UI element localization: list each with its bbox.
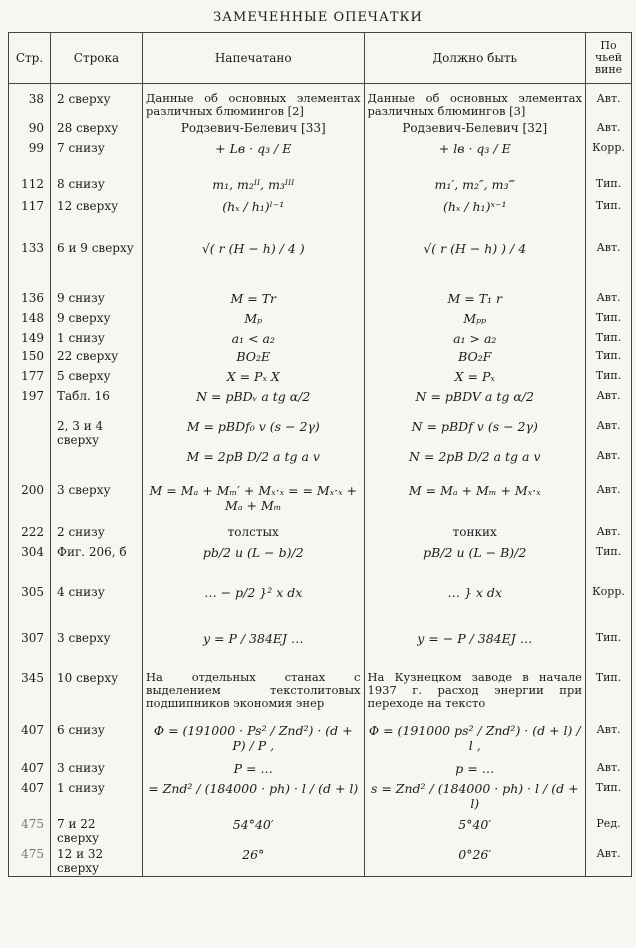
page-cell [9, 816, 51, 846]
page-cell [9, 448, 51, 482]
correct-cell [364, 760, 586, 780]
table-row [9, 348, 632, 368]
page-cell [9, 330, 51, 348]
printed-cell [143, 722, 365, 760]
errata-rows [9, 84, 632, 877]
who-cell-text: Авт. [596, 388, 621, 402]
line-cell [51, 84, 143, 120]
table-row [9, 722, 632, 760]
who-cell [586, 84, 632, 120]
page-cell-text: 407 [21, 780, 44, 795]
printed-cell [143, 120, 365, 140]
correct-cell-text: pB/2 и (L − B)/2 [423, 544, 527, 560]
printed-cell [143, 240, 365, 290]
page-cell [9, 418, 51, 448]
page-cell-text: 475 [21, 816, 44, 831]
printed-cell [143, 330, 365, 348]
line-cell [51, 816, 143, 846]
page-cell-text: 222 [21, 524, 44, 539]
page-cell-text: 200 [21, 482, 44, 497]
who-cell-text: Тип. [595, 780, 622, 794]
printed-cell-text: P = … [233, 760, 273, 776]
table-row [9, 544, 632, 584]
printed-cell-text: N = pBDᵥ a tg α/2 [196, 388, 311, 404]
page-cell-text: 148 [21, 310, 44, 325]
page-cell [9, 760, 51, 780]
line-cell [51, 780, 143, 816]
who-cell [586, 482, 632, 524]
table-row [9, 584, 632, 630]
correct-cell [364, 198, 586, 240]
printed-cell-text: На отдельных станах с выделением текстолитовых подшипников экономия энер [146, 669, 361, 710]
line-cell-text: 7 снизу [57, 140, 105, 155]
correct-cell [364, 176, 586, 198]
line-cell-text: 6 снизу [57, 722, 105, 737]
correct-cell [364, 816, 586, 846]
correct-cell-text: 5°40′ [458, 816, 492, 832]
printed-cell-text: 26° [242, 846, 265, 862]
line-cell [51, 140, 143, 176]
table-row [9, 448, 632, 482]
line-cell-text: 12 сверху [57, 198, 119, 213]
page-cell [9, 482, 51, 524]
line-cell [51, 388, 143, 418]
line-cell [51, 310, 143, 330]
correct-cell [364, 846, 586, 877]
who-cell-text: Авт. [596, 524, 621, 538]
printed-cell [143, 524, 365, 544]
line-cell [51, 176, 143, 198]
printed-cell [143, 368, 365, 388]
correct-cell-text: N = pBDV a tg α/2 [415, 388, 534, 404]
table-header-row [9, 33, 632, 84]
page-cell [9, 120, 51, 140]
correct-cell [364, 448, 586, 482]
line-cell [51, 368, 143, 388]
table-row [9, 290, 632, 310]
correct-cell-text: m₁′, m₂″, m₃‴ [434, 176, 515, 192]
line-cell [51, 330, 143, 348]
who-cell-text: Корр. [592, 140, 625, 154]
line-cell-text: Фиг. 206, б [57, 544, 127, 559]
printed-cell-text: толстых [227, 524, 279, 539]
table-row [9, 670, 632, 722]
who-cell [586, 544, 632, 584]
errata-table [8, 32, 632, 877]
printed-cell [143, 198, 365, 240]
page-cell [9, 630, 51, 670]
page-cell-text: 149 [21, 330, 44, 345]
who-cell-text: Авт. [596, 760, 621, 774]
page-cell [9, 84, 51, 120]
who-cell-text: Авт. [596, 482, 621, 496]
correct-cell-text: M = T₁ r [447, 290, 503, 306]
printed-cell [143, 482, 365, 524]
who-cell [586, 240, 632, 290]
who-cell-text: Тип. [595, 198, 622, 212]
correct-cell-text: (hₓ / h₁)ˣ⁻¹ [442, 198, 507, 214]
correct-cell [364, 348, 586, 368]
table-row [9, 140, 632, 176]
page-cell-text: 133 [21, 240, 44, 255]
table-row [9, 524, 632, 544]
page-cell-text: 136 [21, 290, 44, 305]
who-cell-text: Авт. [596, 120, 621, 134]
correct-cell-text: тонких [452, 524, 497, 539]
line-cell [51, 482, 143, 524]
page-cell [9, 722, 51, 760]
page-cell [9, 176, 51, 198]
who-cell-text: Тип. [595, 330, 622, 344]
printed-cell-text: (hₓ / h₁)ˡ⁻¹ [222, 198, 285, 214]
line-cell-text: 10 сверху [57, 670, 119, 685]
who-cell-text: Авт. [596, 418, 621, 432]
who-cell-text: Авт. [596, 290, 621, 304]
table-row [9, 482, 632, 524]
line-cell [51, 584, 143, 630]
correct-cell-text: Данные об основных элементах различных блюмингов [3] [367, 91, 582, 118]
line-cell [51, 240, 143, 290]
page-cell-text: 345 [21, 670, 44, 685]
page-cell-text: 177 [21, 368, 44, 383]
correct-cell-text: 0°26′ [458, 846, 492, 862]
printed-cell-text: = Znd² / (184000 · ph) · l / (d + l) [148, 780, 359, 796]
correct-cell [364, 84, 586, 120]
correct-cell-text: p = … [455, 760, 495, 776]
printed-cell-text: X = Pₓ X [226, 368, 280, 384]
line-cell-text: 8 снизу [57, 176, 105, 191]
correct-cell [364, 418, 586, 448]
correct-cell [364, 544, 586, 584]
printed-cell-text: M = 2pB D/2 a tg a v [186, 448, 320, 464]
page-cell [9, 846, 51, 877]
who-cell [586, 846, 632, 877]
line-cell-text: Табл. 16 [57, 388, 110, 403]
line-cell-text: 3 сверху [57, 482, 111, 497]
who-cell-text: Авт. [596, 846, 621, 860]
correct-cell [364, 368, 586, 388]
printed-cell [143, 816, 365, 846]
table-row [9, 760, 632, 780]
table-row [9, 176, 632, 198]
table-row [9, 630, 632, 670]
table-row [9, 368, 632, 388]
printed-cell-text: 54°40′ [232, 816, 274, 832]
page-cell [9, 368, 51, 388]
line-cell-text: 7 и 22 сверху [57, 816, 100, 845]
page-cell-text: 90 [28, 120, 44, 135]
correct-cell [364, 524, 586, 544]
who-cell-text: Авт. [596, 722, 621, 736]
correct-cell-text: Mₚₚ [463, 310, 487, 326]
who-cell [586, 388, 632, 418]
page-cell-text: 304 [21, 544, 44, 559]
line-cell-text: 12 и 32 сверху [57, 846, 104, 875]
correct-cell-text: Φ = (191000 ps² / Znd²) · (d + l) / l , [368, 722, 581, 753]
table-row [9, 310, 632, 330]
page-cell [9, 780, 51, 816]
who-cell [586, 290, 632, 310]
line-cell-text: 1 снизу [57, 330, 105, 345]
page-title: ЗАМЕЧЕННЫЕ ОПЕЧАТКИ [213, 10, 423, 25]
page-cell [9, 140, 51, 176]
correct-cell-text: N = 2pB D/2 a tg a v [408, 448, 541, 464]
who-cell-text: Тип. [595, 544, 622, 558]
line-cell [51, 348, 143, 368]
printed-cell [143, 84, 365, 120]
printed-cell-text: M = Tr [230, 290, 277, 306]
correct-cell-text: Родзевич-Белевич [32] [402, 120, 548, 135]
correct-cell-text: √( r (H − h) ) / 4 [423, 240, 527, 256]
correct-cell [364, 670, 586, 722]
line-cell [51, 670, 143, 722]
printed-cell [143, 418, 365, 448]
correct-cell [364, 584, 586, 630]
line-cell [51, 760, 143, 780]
who-cell [586, 584, 632, 630]
printed-cell-text: Mₚ [244, 310, 263, 326]
table-row [9, 84, 632, 120]
correct-cell [364, 330, 586, 348]
correct-cell [364, 722, 586, 760]
printed-cell [143, 388, 365, 418]
printed-cell [143, 176, 365, 198]
who-cell [586, 524, 632, 544]
who-cell [586, 368, 632, 388]
printed-cell-text: BO₂E [236, 348, 271, 364]
line-cell-text: 2, 3 и 4 сверху [57, 418, 104, 447]
printed-cell [143, 140, 365, 176]
who-cell-text: Авт. [596, 240, 621, 254]
who-cell-text: Тип. [595, 310, 622, 324]
line-cell-text: 9 сверху [57, 310, 111, 325]
correct-cell [364, 140, 586, 176]
table-row [9, 846, 632, 877]
who-cell [586, 348, 632, 368]
correct-cell-text: X = Pₓ [454, 368, 495, 384]
printed-cell [143, 584, 365, 630]
printed-cell-text: + Lв · q₃ / E [215, 140, 292, 156]
who-cell [586, 816, 632, 846]
page-cell [9, 240, 51, 290]
who-cell-text: Корр. [592, 584, 625, 598]
table-row [9, 418, 632, 448]
correct-cell-text: … } x dx [447, 584, 502, 600]
printed-cell-text: m₁, m₂ᴵᴵ, m₃ᴵᴵᴵ [212, 176, 295, 192]
page-cell-text: 407 [21, 722, 44, 737]
table-row [9, 120, 632, 140]
table-row [9, 198, 632, 240]
printed-cell-text: M = pBDf₀ v (s − 2γ) [186, 418, 320, 434]
line-cell-text: 5 сверху [57, 368, 111, 383]
who-cell [586, 418, 632, 448]
page-cell [9, 388, 51, 418]
correct-cell-text: M = Mₐ + Mₘ + Mₓ·ₓ [408, 482, 541, 498]
column-header-page: Стр. [9, 33, 51, 84]
line-cell-text: 2 снизу [57, 524, 105, 539]
correct-cell-text: s = Znd² / (184000 · ph) · l / (d + l) [370, 780, 579, 811]
page-cell [9, 670, 51, 722]
line-cell-text: 28 сверху [57, 120, 119, 135]
who-cell [586, 330, 632, 348]
line-cell [51, 448, 143, 482]
printed-cell-text: √( r (H − h) / 4 ) [201, 240, 305, 256]
correct-cell [364, 630, 586, 670]
correct-cell-text: a₁ > a₂ [453, 330, 497, 346]
who-cell-text: Тип. [595, 630, 622, 644]
line-cell [51, 722, 143, 760]
page-cell-text: 305 [21, 584, 44, 599]
printed-cell-text: pb/2 и (L − b)/2 [202, 544, 304, 560]
who-cell-text: Ред. [596, 816, 621, 830]
correct-cell-text: + lв · q₃ / E [438, 140, 511, 156]
line-cell [51, 198, 143, 240]
printed-cell-text: y = P / 384EJ … [202, 630, 304, 646]
printed-cell [143, 760, 365, 780]
who-cell-text: Тип. [595, 368, 622, 382]
line-cell [51, 418, 143, 448]
column-header-printed: Напечатано [143, 33, 365, 84]
line-cell-text: 2 сверху [57, 92, 111, 106]
correct-cell-text: N = pBDf v (s − 2γ) [411, 418, 538, 434]
printed-cell [143, 780, 365, 816]
who-cell-text: Авт. [596, 92, 621, 105]
page-cell-text: 475 [21, 846, 44, 861]
line-cell-text: 4 снизу [57, 584, 105, 599]
page-cell [9, 584, 51, 630]
who-cell [586, 120, 632, 140]
printed-cell-text: … − p/2 }² x dx [204, 584, 303, 600]
who-cell [586, 722, 632, 760]
page-cell-text: 150 [21, 348, 44, 363]
correct-cell [364, 290, 586, 310]
correct-cell-text: y = − P / 384EJ … [417, 630, 533, 646]
printed-cell [143, 448, 365, 482]
who-cell [586, 630, 632, 670]
line-cell-text: 9 снизу [57, 290, 105, 305]
printed-cell [143, 544, 365, 584]
page-cell-text: 407 [21, 760, 44, 775]
line-cell [51, 544, 143, 584]
page-cell [9, 290, 51, 310]
line-cell [51, 290, 143, 310]
page-cell [9, 198, 51, 240]
who-cell [586, 448, 632, 482]
page-cell-text: 307 [21, 630, 44, 645]
line-cell-text: 22 сверху [57, 348, 119, 363]
who-cell [586, 198, 632, 240]
line-cell-text: 6 и 9 сверху [57, 240, 134, 255]
page-cell-text: 38 [28, 92, 44, 106]
correct-cell [364, 310, 586, 330]
who-cell [586, 760, 632, 780]
page-cell [9, 524, 51, 544]
page-cell-text: 197 [21, 388, 44, 403]
table-row [9, 240, 632, 290]
correct-cell [364, 240, 586, 290]
who-cell-text: Тип. [595, 176, 622, 190]
line-cell-text: 3 снизу [57, 760, 105, 775]
page-cell [9, 544, 51, 584]
page-cell [9, 310, 51, 330]
who-cell [586, 780, 632, 816]
who-cell [586, 140, 632, 176]
table-row [9, 388, 632, 418]
line-cell [51, 630, 143, 670]
who-cell-text: Тип. [595, 670, 622, 684]
printed-cell-text: Родзевич-Белевич [33] [180, 120, 326, 135]
printed-cell-text: Φ = (191000 · Ps² / Znd²) · (d + P) / P , [153, 722, 353, 753]
printed-cell [143, 670, 365, 722]
line-cell [51, 846, 143, 877]
page-cell [9, 348, 51, 368]
printed-cell [143, 348, 365, 368]
line-cell-text: 1 снизу [57, 780, 105, 795]
printed-cell [143, 310, 365, 330]
printed-cell [143, 290, 365, 310]
printed-cell [143, 846, 365, 877]
correct-cell-text: На Кузнецком заводе в начале 1937 г. расход энергии при переходе на тексто [367, 669, 582, 710]
column-header-line: Строка [51, 33, 143, 84]
page-cell-text: 112 [21, 176, 44, 191]
printed-cell-text: M = Mₐ + Mₘ′ + Mₓ·ₓ = = Mₓ·ₓ + Mₐ + Mₘ [149, 482, 357, 513]
column-header-correct: Должно быть [364, 33, 586, 84]
line-cell [51, 524, 143, 544]
who-cell [586, 310, 632, 330]
who-cell-text: Тип. [595, 348, 622, 362]
column-header-who: По чьей вине [586, 33, 632, 84]
who-cell-text: Авт. [596, 448, 621, 462]
printed-cell-text: a₁ < a₂ [231, 330, 275, 346]
correct-cell-text: BO₂F [458, 348, 492, 364]
page-cell-text: 117 [21, 198, 44, 213]
correct-cell [364, 388, 586, 418]
line-cell [51, 120, 143, 140]
printed-cell-text: Данные об основных элементах различных блюмингов [2] [146, 91, 361, 118]
table-row [9, 816, 632, 846]
printed-cell [143, 630, 365, 670]
correct-cell [364, 482, 586, 524]
page-cell-text: 99 [28, 140, 44, 155]
who-cell [586, 176, 632, 198]
line-cell-text: 3 сверху [57, 630, 111, 645]
correct-cell [364, 120, 586, 140]
table-row [9, 780, 632, 816]
correct-cell [364, 780, 586, 816]
who-cell [586, 670, 632, 722]
table-row [9, 330, 632, 348]
